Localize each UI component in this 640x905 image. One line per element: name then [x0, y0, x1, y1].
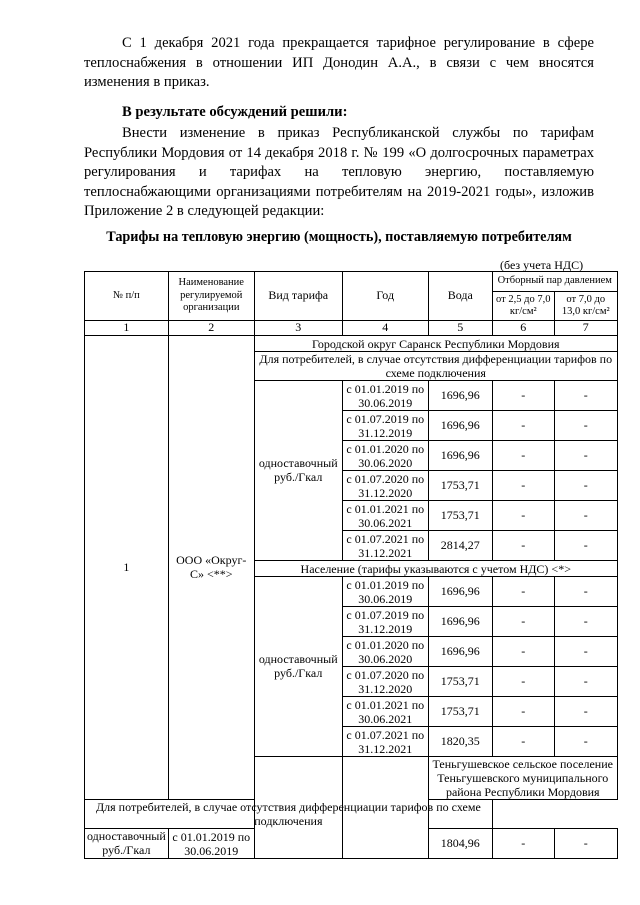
- water-price: 1696,96: [428, 607, 492, 637]
- period: с 01.07.2021 по 31.12.2021: [342, 531, 428, 561]
- territory-label: Городской округ Саранск Республики Мордовия: [254, 336, 617, 352]
- col-number: 7: [554, 321, 617, 336]
- steam-low-price: -: [492, 727, 554, 757]
- col-number: 2: [168, 321, 254, 336]
- consumer-group-title: Население (тарифы указываются с учетом НДС) <*>: [254, 561, 617, 577]
- steam-high-price: -: [554, 577, 617, 607]
- period: с 01.01.2019 по 30.06.2019: [342, 577, 428, 607]
- steam-low-price: -: [492, 381, 554, 411]
- steam-low-price: -: [492, 441, 554, 471]
- steam-high-price: -: [554, 697, 617, 727]
- territory-label: Теньгушевское сельское поселение Теньгушевского муниципального района Республики Мордовия: [428, 757, 617, 800]
- col-number: 1: [85, 321, 169, 336]
- steam-low-price: -: [492, 697, 554, 727]
- col-number: 4: [342, 321, 428, 336]
- water-price: 1820,35: [428, 727, 492, 757]
- period: с 01.01.2021 по 30.06.2021: [342, 501, 428, 531]
- period: с 01.07.2020 по 31.12.2020: [342, 667, 428, 697]
- steam-low-price: -: [492, 667, 554, 697]
- water-price: 1696,96: [428, 577, 492, 607]
- decision-paragraph: Внести изменение в приказ Республиканской службы по тарифам Республики Мордовия от 14 декабря 2018 г. № 199 «О долгосрочных параметрах регулирования и тарифах на тепловую энергию, поставляемую теплоснабжающими организациями потребителям на 2019-2021 годы», изложив Приложение 2 в следующей редакции:: [84, 125, 594, 219]
- period: с 01.07.2021 по 31.12.2021: [342, 727, 428, 757]
- steam-high-price: -: [554, 441, 617, 471]
- period: с 01.01.2020 по 30.06.2020: [342, 441, 428, 471]
- tariff-type: одноставочный руб./Гкал: [254, 577, 342, 757]
- header-steam-low: от 2,5 до 7,0 кг/см²: [492, 292, 554, 321]
- water-price: 1696,96: [428, 411, 492, 441]
- period: с 01.01.2020 по 30.06.2020: [342, 637, 428, 667]
- col-number: 3: [254, 321, 342, 336]
- water-price: 2814,27: [428, 531, 492, 561]
- consumer-group-title: Для потребителей, в случае отсутствия дифференциации тарифов по схеме подключения: [254, 352, 617, 381]
- header-water: Вода: [428, 272, 492, 321]
- water-price: 1696,96: [428, 441, 492, 471]
- steam-low-price: -: [492, 531, 554, 561]
- period: с 01.07.2020 по 31.12.2020: [342, 471, 428, 501]
- header-steam: Отборный пар давлением: [492, 272, 617, 292]
- period: с 01.01.2021 по 30.06.2021: [342, 697, 428, 727]
- water-price: 1696,96: [428, 637, 492, 667]
- steam-low-price: -: [492, 829, 554, 859]
- period: с 01.01.2019 по 30.06.2019: [342, 381, 428, 411]
- steam-high-price: -: [554, 531, 617, 561]
- decision-heading: В результате обсуждений решили:: [122, 104, 348, 120]
- table-title: Тарифы на тепловую энергию (мощность), поставляемую потребителям: [106, 229, 572, 245]
- water-price: 1753,71: [428, 501, 492, 531]
- tariff-type: одноставочный руб./Гкал: [85, 829, 169, 859]
- entry-number: 1: [85, 336, 169, 800]
- org-name: ООО «Округ-С» <**>: [168, 336, 254, 800]
- water-price: 1696,96: [428, 381, 492, 411]
- steam-low-price: -: [492, 471, 554, 501]
- col-number: 5: [428, 321, 492, 336]
- steam-high-price: -: [554, 501, 617, 531]
- water-price: 1753,71: [428, 667, 492, 697]
- vat-note: (без учета НДС): [500, 258, 584, 272]
- period: с 01.07.2019 по 31.12.2019: [342, 607, 428, 637]
- header-tariff-type: Вид тарифа: [254, 272, 342, 321]
- consumer-group-title: Для потребителей, в случае отсутствия дифференциации тарифов по схеме подключения: [85, 800, 493, 829]
- steam-high-price: -: [554, 667, 617, 697]
- col-number: 6: [492, 321, 554, 336]
- steam-high-price: -: [554, 637, 617, 667]
- steam-high-price: -: [554, 727, 617, 757]
- header-steam-high: от 7,0 до 13,0 кг/см²: [554, 292, 617, 321]
- steam-low-price: -: [492, 637, 554, 667]
- steam-low-price: -: [492, 411, 554, 441]
- steam-high-price: -: [554, 381, 617, 411]
- header-year: Год: [342, 272, 428, 321]
- header-org: Наименование регулируемой организации: [168, 272, 254, 321]
- steam-high-price: -: [554, 607, 617, 637]
- intro-paragraph: С 1 декабря 2021 года прекращается тарифное регулирование в сфере теплоснабжения в отношении ИП Донодин А.А., в связи с чем вносятся изменения в приказ.: [84, 35, 594, 90]
- tariff-table: [84, 271, 618, 859]
- steam-high-price: -: [554, 411, 617, 441]
- steam-high-price: -: [554, 471, 617, 501]
- steam-low-price: -: [492, 577, 554, 607]
- water-price: 1753,71: [428, 471, 492, 501]
- water-price: 1753,71: [428, 697, 492, 727]
- steam-low-price: -: [492, 501, 554, 531]
- period: с 01.07.2019 по 31.12.2019: [342, 411, 428, 441]
- tariff-type: одноставочный руб./Гкал: [254, 381, 342, 561]
- steam-high-price: -: [554, 829, 617, 859]
- period: с 01.01.2019 по 30.06.2019: [168, 829, 254, 859]
- water-price: 1804,96: [428, 829, 492, 859]
- header-num: № п/п: [85, 272, 169, 321]
- steam-low-price: -: [492, 607, 554, 637]
